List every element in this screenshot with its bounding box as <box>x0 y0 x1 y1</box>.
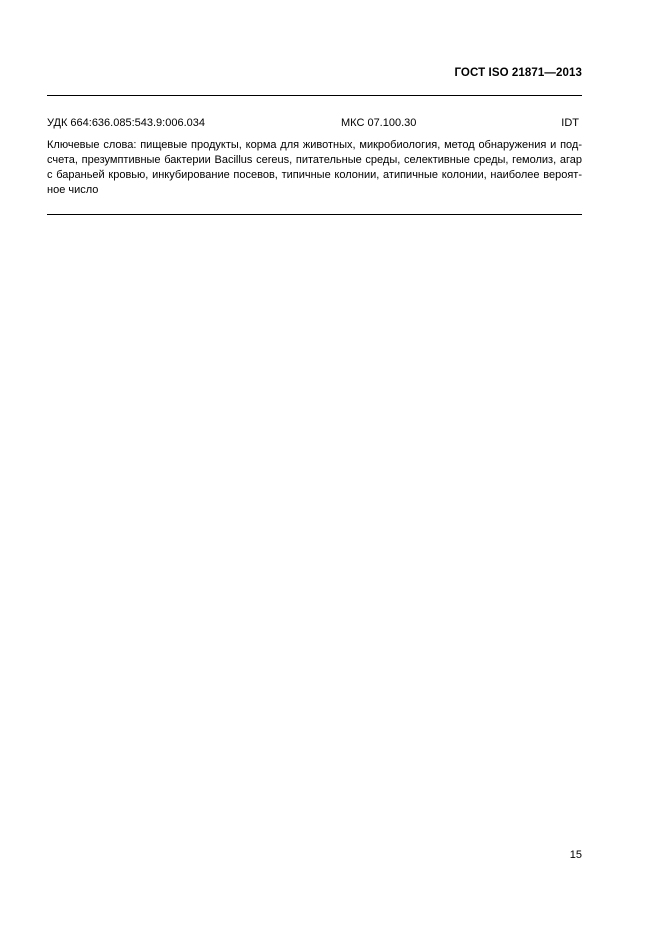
page-number: 15 <box>569 849 582 861</box>
classification-row <box>47 117 582 131</box>
keywords-line: Ключевые слова: пищевые продукты, корма для животных, микробиология, метод обнаружения и под- <box>47 139 582 151</box>
header-divider <box>47 95 582 96</box>
idt-marker: IDT <box>561 117 579 129</box>
keywords-line: счета, презумптивные бактерии Bacillus cereus, питательные среды, селективные среды, гемолиз, агар <box>47 154 582 166</box>
keywords-block <box>47 138 582 198</box>
keywords-divider <box>47 214 582 215</box>
keywords-line: ное число <box>47 184 99 196</box>
mks-code: МКС 07.100.30 <box>341 117 417 129</box>
keywords-line: с бараньей кровью, инкубирование посевов, типичные колонии, атипичные колонии, наиболее вероят- <box>47 169 582 181</box>
document-code: ГОСТ ISO 21871—2013 <box>454 67 582 79</box>
udk-code: УДК 664:636.085:543.9:006.034 <box>47 117 205 129</box>
